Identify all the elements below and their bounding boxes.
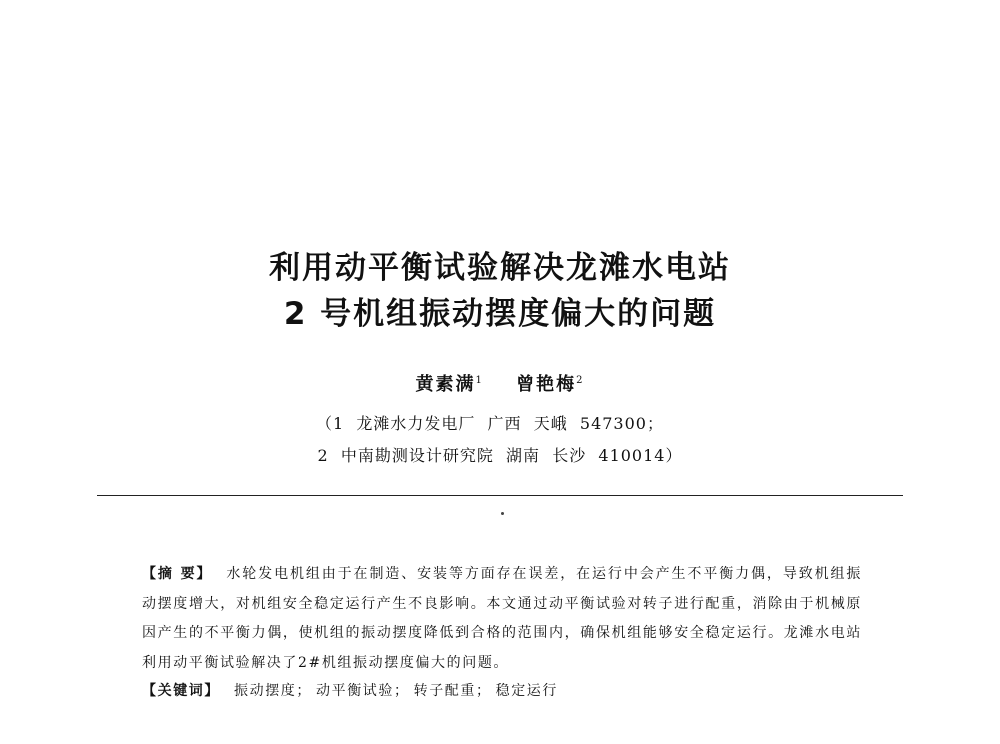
- keyword: 转子配重；: [413, 683, 492, 699]
- keyword: 振动摆度；: [234, 683, 312, 699]
- speck-mark: [501, 512, 504, 515]
- keyword: 动平衡试验；: [316, 683, 410, 699]
- title-line-2: 2 号机组振动摆度偏大的问题: [283, 296, 717, 332]
- author-name: 曾艳梅: [516, 374, 577, 395]
- affiliation-line-2: 2 中南勘测设计研究院 湖南 长沙 410014）: [317, 446, 683, 465]
- abstract-label: 【摘 要】: [142, 566, 213, 582]
- author-list: [0, 370, 1000, 396]
- keywords: [142, 680, 862, 700]
- keyword: 稳定运行: [495, 683, 559, 699]
- author: [516, 374, 584, 395]
- title-line-1: 利用动平衡试验解决龙滩水电站: [269, 250, 731, 286]
- abstract-text: 水轮发电机组由于在制造、安装等方面存在误差，在运行中会产生不平衡力偶，导致机组振动摆度增大，对机组安全稳定运行产生不良影响。本文通过动平衡试验对转子进行配重，消除由于机械原因产生的不平衡力偶，使机组的振动摆度降低到合格的范围内，确保机组能够安全稳定运行。龙滩水电站利用动平衡试验解决了2#机组振动摆度偏大的问题。: [142, 566, 863, 671]
- affiliation-line-1: （1 龙滩水力发电厂 广西 天峨 547300；: [316, 414, 664, 433]
- author-affiliation-mark: 1: [475, 375, 484, 386]
- author-name: 黄素满: [415, 374, 476, 395]
- abstract: [142, 560, 862, 678]
- author-affiliation-mark: 2: [576, 375, 585, 386]
- divider: [97, 495, 903, 496]
- keywords-label: 【关键词】: [142, 683, 220, 699]
- author: [415, 374, 483, 395]
